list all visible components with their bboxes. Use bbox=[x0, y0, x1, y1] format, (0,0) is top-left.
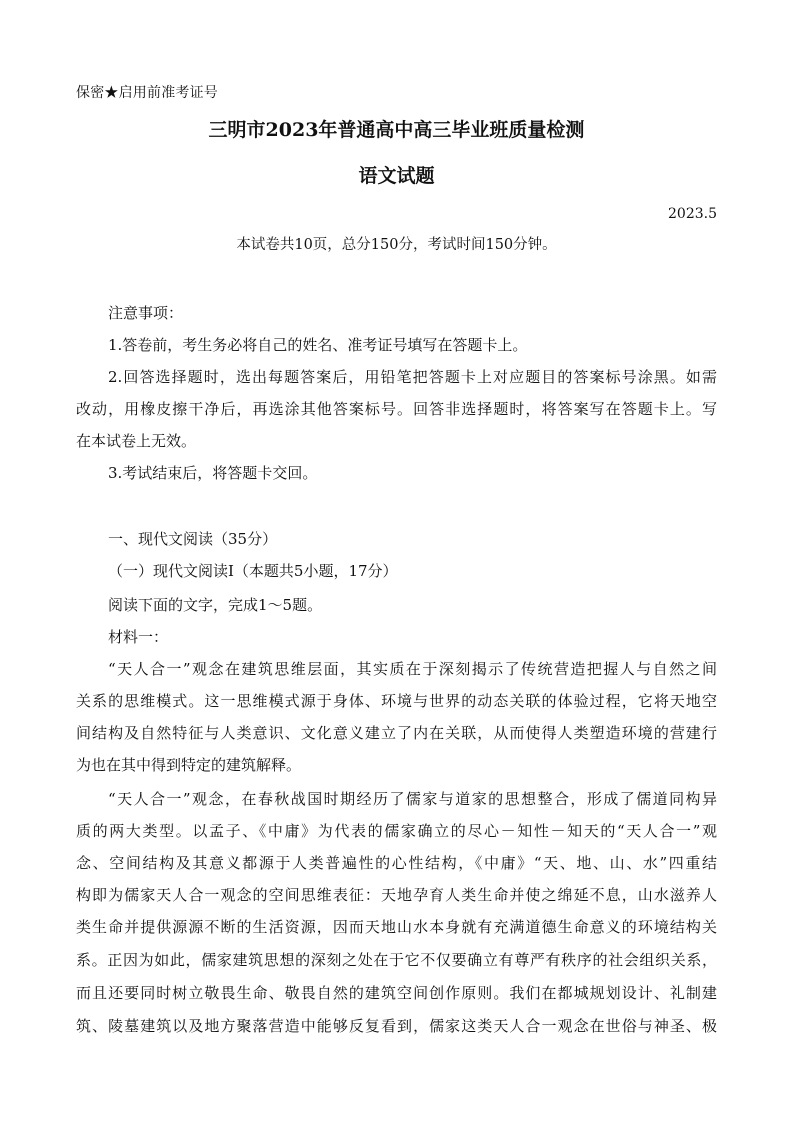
passage-para1-line: “天人合一”观念在建筑思维层面，其实质在于深刻揭示了传统营造把握人与自然之间 bbox=[108, 660, 717, 678]
passage-para2-line: 筑、陵墓建筑以及地方聚落营造中能够反复看到，儒家这类天人合一观念在世俗与神圣、极 bbox=[76, 1017, 717, 1035]
passage-para1-line: 间结构及自然特征与人类意识、文化意义建立了内在关联，从而使得人类塑造环境的营建行 bbox=[76, 724, 717, 742]
exam-date: 2023.5 bbox=[668, 206, 717, 222]
exam-info: 本试卷共10页，总分150分，考试时间150分钟。 bbox=[236, 237, 557, 253]
notice-heading: 注意事项： bbox=[108, 304, 184, 322]
notice-item-2-line-3: 在本试卷上无效。 bbox=[76, 432, 197, 450]
passage-para1-line: 为也在其中得到特定的建筑解释。 bbox=[76, 756, 302, 774]
passage-para2-line: 系。正因为如此，儒家建筑思想的深刻之处在于它不仅要确立有尊严有秩序的社会组织关系， bbox=[76, 951, 717, 969]
material-label: 材料一： bbox=[108, 628, 169, 646]
confidential-label: 保密★启用前准考证号 bbox=[76, 85, 218, 101]
passage-para2-line: 质的两大类型。以孟子、《中庸》为代表的儒家确立的尽心－知性－知天的“天人合一”观 bbox=[76, 822, 717, 840]
notice-item-3: 3.考试结束后，将答题卡交回。 bbox=[108, 464, 318, 482]
passage-para2-line: 而且还要同时树立敬畏生命、敬畏自然的建筑空间创作原则。我们在都城规划设计、礼制建 bbox=[76, 984, 717, 1002]
passage-para2-line: “天人合一”观念，在春秋战国时期经历了儒家与道家的思想整合，形成了儒道同构异 bbox=[108, 790, 717, 808]
passage-para2-line: 类生命并提供源源不断的生活资源，因而天地山水本身就有充满道德生命意义的环境结构关 bbox=[76, 918, 717, 936]
notice-item-1: 1.答卷前，考生务必将自己的姓名、准考证号填写在答题卡上。 bbox=[108, 336, 528, 354]
passage-para1-line: 关系的思维模式。这一思维模式源于身体、环境与世界的动态关联的体验过程，它将天地空 bbox=[76, 692, 717, 710]
notice-item-2-line-2: 改动，用橡皮擦干净后，再选涂其他答案标号。回答非选择题时，将答案写在答题卡上。写 bbox=[76, 400, 717, 418]
part-heading: 一、现代文阅读（35分） bbox=[108, 530, 278, 548]
passage-para2-line: 念、空间结构及其意义都源于人类普遍性的心性结构，《中庸》“天、地、山、水”四重结 bbox=[76, 854, 717, 872]
sub-heading: （一）现代文阅读Ⅰ（本题共5小题，17分） bbox=[108, 562, 398, 580]
exam-title: 三明市2023年普通高中高三毕业班质量检测 bbox=[208, 119, 585, 141]
exam-subtitle: 语文试题 bbox=[358, 165, 435, 187]
passage-para2-line: 构即为儒家天人合一观念的空间思维表征：天地孕育人类生命并使之绵延不息，山水滋养人 bbox=[76, 886, 717, 904]
reading-instruction: 阅读下面的文字，完成1～5题。 bbox=[108, 596, 323, 614]
notice-item-2-line-1: 2.回答选择题时，选出每题答案后，用铅笔把答题卡上对应题目的答案标号涂黑。如需 bbox=[108, 368, 717, 386]
